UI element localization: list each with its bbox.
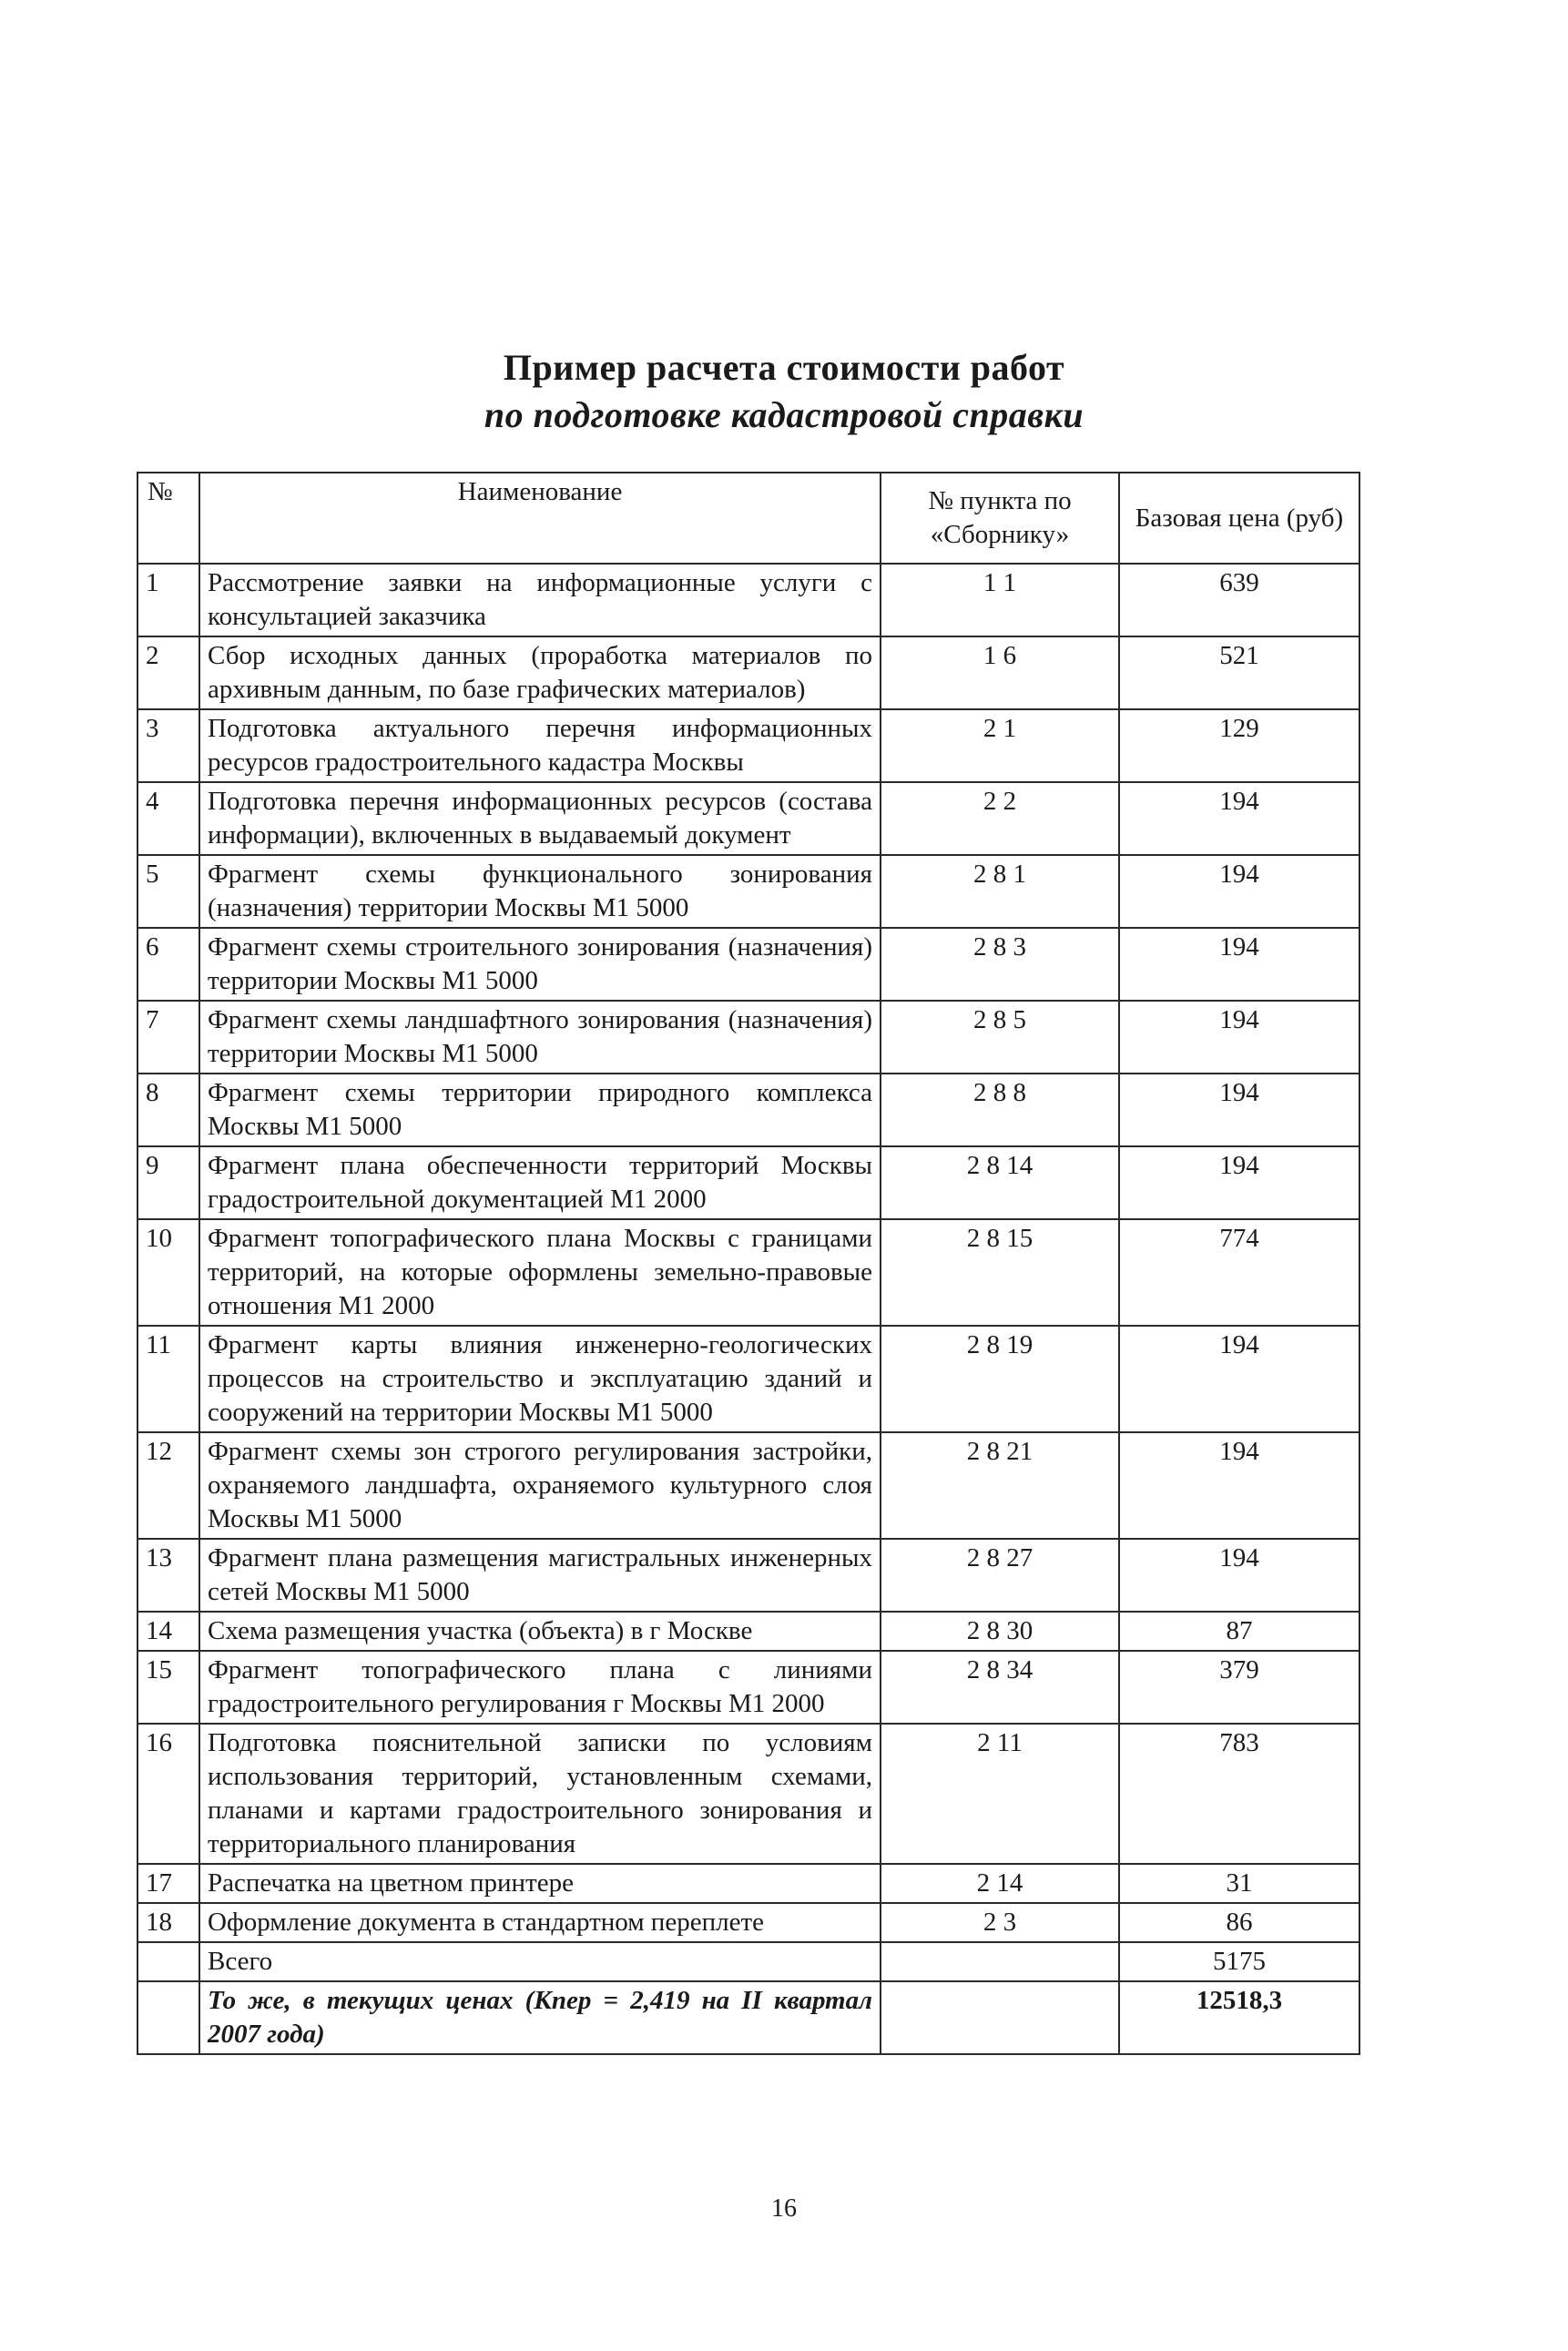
row-item-number: 2 8 15: [881, 1219, 1119, 1326]
row-price: 194: [1119, 1432, 1359, 1539]
row-number: 14: [137, 1612, 199, 1651]
table-header-row: [137, 473, 1359, 564]
row-item-number: 2 1: [881, 709, 1119, 782]
table-row: [137, 1001, 1359, 1074]
row-item-number: 2 8 8: [881, 1074, 1119, 1146]
current-price-row: [137, 1981, 1359, 2054]
row-number: 18: [137, 1903, 199, 1942]
total-item-cell: [881, 1942, 1119, 1981]
table-row: [137, 709, 1359, 782]
row-price: 194: [1119, 1074, 1359, 1146]
row-name: Фрагмент топографического плана Москвы с границами территорий, на которые оформлены земельно-правовые отношения М1 2000: [199, 1219, 881, 1326]
table-row: [137, 1219, 1359, 1326]
row-price: 194: [1119, 1001, 1359, 1074]
row-price: 379: [1119, 1651, 1359, 1724]
total-label: Всего: [199, 1942, 881, 1981]
document-subtitle: по подготовке кадастровой справки: [484, 394, 1084, 435]
row-item-number: 1 6: [881, 636, 1119, 709]
row-price: 86: [1119, 1903, 1359, 1942]
row-number: 2: [137, 636, 199, 709]
header-item: № пункта по «Сборнику»: [881, 473, 1119, 564]
table-row: [137, 1864, 1359, 1903]
row-price: 521: [1119, 636, 1359, 709]
row-price: 194: [1119, 1326, 1359, 1432]
total-row: [137, 1942, 1359, 1981]
row-item-number: 2 8 14: [881, 1146, 1119, 1219]
row-number: 12: [137, 1432, 199, 1539]
row-number: 11: [137, 1326, 199, 1432]
row-number: 3: [137, 709, 199, 782]
row-name: Фрагмент схемы территории природного комплекса Москвы М1 5000: [199, 1074, 881, 1146]
row-number: 15: [137, 1651, 199, 1724]
table-row: [137, 1539, 1359, 1612]
row-name: Фрагмент схемы функционального зонирования (назначения) территории Москвы М1 5000: [199, 855, 881, 928]
table-row: [137, 1432, 1359, 1539]
row-name: Фрагмент схемы ландшафтного зонирования (назначения) территории Москвы М1 5000: [199, 1001, 881, 1074]
table-row: [137, 1724, 1359, 1864]
table-row: [137, 1326, 1359, 1432]
table-row: [137, 636, 1359, 709]
row-name: Оформление документа в стандартном переплете: [199, 1903, 881, 1942]
row-price: 639: [1119, 564, 1359, 636]
row-item-number: 2 8 30: [881, 1612, 1119, 1651]
row-name: Рассмотрение заявки на информационные услуги с консультацией заказчика: [199, 564, 881, 636]
row-item-number: 2 8 1: [881, 855, 1119, 928]
row-item-number: 2 2: [881, 782, 1119, 855]
table-row: [137, 1903, 1359, 1942]
table-row: [137, 1612, 1359, 1651]
row-item-number: 2 8 19: [881, 1326, 1119, 1432]
final-label: То же, в текущих ценах (Кпер = 2,419 на II квартал 2007 года): [199, 1981, 881, 2054]
row-number: 7: [137, 1001, 199, 1074]
row-number: 16: [137, 1724, 199, 1864]
row-name: Фрагмент схемы зон строгого регулирования застройки, охраняемого ландшафта, охраняемого культурного слоя Москвы М1 5000: [199, 1432, 881, 1539]
table-row: [137, 928, 1359, 1001]
total-num-cell: [137, 1942, 199, 1981]
row-price: 783: [1119, 1724, 1359, 1864]
final-num-cell: [137, 1981, 199, 2054]
table-row: [137, 1074, 1359, 1146]
row-item-number: 2 3: [881, 1903, 1119, 1942]
row-item-number: 2 8 34: [881, 1651, 1119, 1724]
row-name: Фрагмент карты влияния инженерно-геологических процессов на строительство и эксплуатацию зданий и сооружений на территории Москвы М1 5000: [199, 1326, 881, 1432]
document-title: Пример расчета стоимости работ: [503, 347, 1065, 388]
row-item-number: 2 8 5: [881, 1001, 1119, 1074]
table-row: [137, 1146, 1359, 1219]
row-price: 194: [1119, 1146, 1359, 1219]
row-price: 129: [1119, 709, 1359, 782]
row-item-number: 2 14: [881, 1864, 1119, 1903]
row-item-number: 2 8 27: [881, 1539, 1119, 1612]
header-num: №: [137, 473, 199, 564]
row-price: 87: [1119, 1612, 1359, 1651]
cost-table: [137, 472, 1360, 2055]
table-row: [137, 1651, 1359, 1724]
row-name: Фрагмент топографического плана с линиями градостроительного регулирования г Москвы М1 2000: [199, 1651, 881, 1724]
total-price: 5175: [1119, 1942, 1359, 1981]
row-item-number: 2 8 21: [881, 1432, 1119, 1539]
row-name: Схема размещения участка (объекта) в г Москве: [199, 1612, 881, 1651]
row-price: 194: [1119, 1539, 1359, 1612]
row-price: 774: [1119, 1219, 1359, 1326]
table-row: [137, 855, 1359, 928]
row-number: 8: [137, 1074, 199, 1146]
row-name: Фрагмент плана обеспеченности территорий Москвы градостроительной документацией М1 2000: [199, 1146, 881, 1219]
row-number: 10: [137, 1219, 199, 1326]
row-number: 9: [137, 1146, 199, 1219]
row-name: Распечатка на цветном принтере: [199, 1864, 881, 1903]
row-name: Подготовка перечня информационных ресурсов (состава информации), включенных в выдаваемый документ: [199, 782, 881, 855]
row-name: Фрагмент плана размещения магистральных инженерных сетей Москвы М1 5000: [199, 1539, 881, 1612]
row-item-number: 2 8 3: [881, 928, 1119, 1001]
row-number: 13: [137, 1539, 199, 1612]
row-number: 5: [137, 855, 199, 928]
row-price: 194: [1119, 782, 1359, 855]
row-item-number: 2 11: [881, 1724, 1119, 1864]
row-price: 31: [1119, 1864, 1359, 1903]
row-name: Подготовка пояснительной записки по условиям использования территорий, установленным схемами, планами и картами градостроительного зонирования и территориального планирования: [199, 1724, 881, 1864]
row-name: Подготовка актуального перечня информационных ресурсов градостроительного кадастра Москвы: [199, 709, 881, 782]
row-name: Сбор исходных данных (проработка материалов по архивным данным, по базе графических материалов): [199, 636, 881, 709]
header-price: Базовая цена (руб): [1119, 473, 1359, 564]
row-price: 194: [1119, 928, 1359, 1001]
table-row: [137, 564, 1359, 636]
row-number: 1: [137, 564, 199, 636]
row-item-number: 1 1: [881, 564, 1119, 636]
table-row: [137, 782, 1359, 855]
row-number: 6: [137, 928, 199, 1001]
final-item-cell: [881, 1981, 1119, 2054]
row-number: 4: [137, 782, 199, 855]
header-name: Наименование: [199, 473, 881, 564]
row-number: 17: [137, 1864, 199, 1903]
row-name: Фрагмент схемы строительного зонирования (назначения) территории Москвы М1 5000: [199, 928, 881, 1001]
page-number: 16: [771, 2194, 797, 2223]
row-price: 194: [1119, 855, 1359, 928]
final-price: 12518,3: [1119, 1981, 1359, 2054]
